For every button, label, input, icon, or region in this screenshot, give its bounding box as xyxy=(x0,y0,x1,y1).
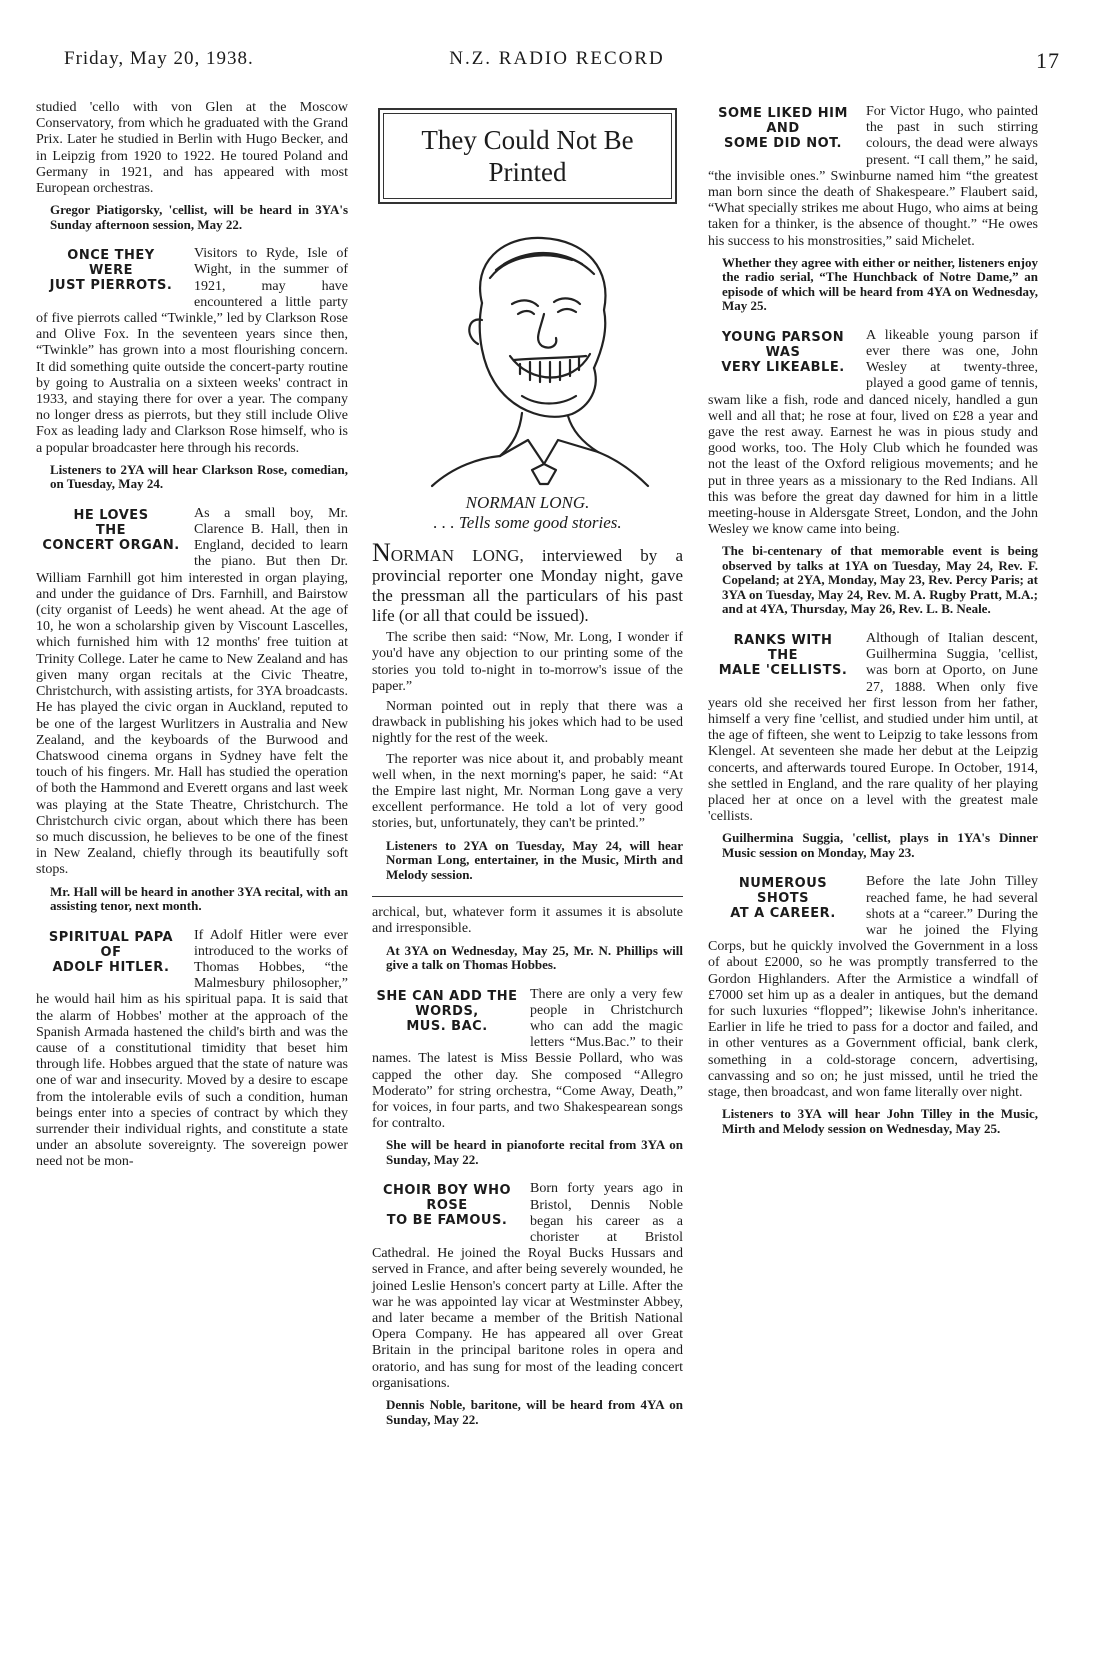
suggia-heading-line: THE xyxy=(767,647,799,663)
musbac-heading-line: WORDS, xyxy=(415,1003,479,1019)
hobbes-note: At 3YA on Wednesday, May 25, Mr. N. Phillips will give a talk on Thomas Hobbes. xyxy=(386,942,683,973)
hugo-heading-line: SOME DID NOT. xyxy=(724,136,842,151)
norman-long-lead xyxy=(372,538,683,626)
hugo-body: For Victor Hugo, who painted the past in such stirring colours, the dead were always present. “I call them,” he said, “the invisible ones.” Swinburne named him “the greatest man born since the death of Shakespeare.” Flaubert said, “What specially strikes me about Hugo, who aims at being taken for a thinker, is the absence of thought.” “He owes his success to his monstrosities,” said Michelet. xyxy=(708,104,1038,249)
tilley-heading xyxy=(708,876,858,921)
parson-note: The bi-centenary of that memorable event is being observed by talks at 1YA on Tuesday, May 24, Rev. F. Copeland; at 2YA, Monday, May 23, Rev. Percy Paris; at 3YA on Tuesday, May 24, Rev. M. A. Rugby Pratt, M.A.; and at 4YA, Thursday, May 26, Rev. L. B. Neale. xyxy=(722,543,1038,617)
drop-initial: N xyxy=(372,538,391,568)
article-organ xyxy=(36,506,348,914)
column-left xyxy=(36,100,348,1175)
caption-name: NORMAN LONG. xyxy=(465,493,590,513)
article-choirboy xyxy=(372,1181,683,1427)
choirboy-body: Born forty years ago in Bristol, Dennis Noble began his career as a chorister at Bristol Cathedral. He joined the Royal Bucks Hussars and served in France, and after being severely wounded, he joined Leslie Henson's concert party at Lille. After the war he was appointed lay vicar at Westminster Abbey, and later became a member of the British National Opera Company. He has appeared all over Great Britain in the principal baritone roles in opera and oratorio, and has sung for most of the leading concert organisations. xyxy=(372,1181,683,1391)
suggia-heading-line: RANKS WITH xyxy=(733,632,833,648)
organ-note: Mr. Hall will be heard in another 3YA recital, with an assisting tenor, next month. xyxy=(50,883,348,914)
pierrots-heading-line: ONCE THEY xyxy=(67,248,155,264)
page-header xyxy=(0,48,1114,88)
parson-heading xyxy=(708,330,858,375)
caricature-caption xyxy=(372,493,683,533)
musbac-note: She will be heard in pianoforte recital from 3YA on Sunday, May 22. xyxy=(386,1137,683,1167)
feature-title-line: They Could Not Be xyxy=(421,125,634,155)
musbac-heading-line: MUS. BAC. xyxy=(406,1018,488,1034)
article-musbac xyxy=(372,987,683,1168)
organ-heading-line: THE xyxy=(95,522,127,538)
page-number: 17 xyxy=(1036,48,1060,73)
norman-long-caricature xyxy=(372,208,683,488)
caption-subline: . . . Tells some good stories. xyxy=(433,513,622,533)
tilley-body: Before the late John Tilley reached fame, he had several shots at a “career.” During the war he joined the Flying Corps, but he quickly involved the Government in a loss of about £2000, so he was promptly transferred to the Gordon Highlanders. After the Armistice a windfall of £7000 set him up as a dealer in antiques, but the demand for such luxuries “flopped”; likewise John's inheritance. Earlier in life he tried to pass for a doctor and failed, and in other ventures as a Government official, bank clerk, something in a cold-storage concern, advertising, canvassing and so on; he just missed, until he tried the stage, then broadcast, and won fame literally over night. xyxy=(708,874,1038,1101)
pierrots-note: Listeners to 2YA will hear Clarkson Rose, comedian, on Tuesday, May 24. xyxy=(50,461,348,492)
parson-heading-line: VERY LIKEABLE. xyxy=(721,359,845,375)
musbac-heading xyxy=(372,989,522,1034)
suggia-heading xyxy=(708,633,858,678)
organ-heading-line: HE LOVES xyxy=(73,507,149,523)
hitler-heading-line: OF xyxy=(100,944,122,960)
choirboy-heading-line: ROSE xyxy=(426,1198,468,1214)
hitler-heading xyxy=(36,930,186,975)
issue-date: Friday, May 20, 1938. xyxy=(64,48,254,69)
organ-body: As a small boy, Mr. Clarence B. Hall, then in England, decided to learn the piano. But then Dr. William Farnhill got him interested in organ playing, and under the guidance of Drs. Farnhill, and Bairstow (city organist of Leeds) he went ahead. At the age of 10, he won a scholarship given by Viscount Lascelles, which furnished him with 12 months' free tuition at Trinity College. Later he came to New Zealand and has given many organ recitals at the Civic Theatre, Christchurch, with assisting artists, for 3YA broadcasts. He has played the civic organ in Auckland, reputed to be one of the largest Wurlitzers in Australia and New Zealand, and the keyboards of the Burwood and Chatswood cinema organs in Sydney have felt the touch of his fingers. Mr. Hall has studied the operation of both the Hammond and Everett organs and last week was playing at the State Theatre, Christchurch. The Christchurch civic organ, about which there has been so much discussion, he believes to be one of the finest in New Zealand, chiefly through its beautifully soft stops. xyxy=(36,505,348,878)
tilley-heading-line: SHOTS xyxy=(756,891,810,907)
hugo-heading-line: SOME LIKED HIM xyxy=(718,106,848,121)
pierrots-heading-line: WERE xyxy=(88,263,134,279)
column-divider xyxy=(372,896,683,897)
pierrots-heading-line: JUST PIERROTS. xyxy=(49,278,173,294)
parson-heading-line: YOUNG PARSON xyxy=(721,329,845,345)
hitler-heading-line: SPIRITUAL PAPA xyxy=(48,929,174,945)
piatigorsky-text: studied 'cello with von Glen at the Moscow Conservatory, from which he graduated with the Grand Prix. Later he studied in Berlin with Hugo Becker, and in Leipzig from 1920 to 1922. He toured Poland and Germany in 1921, and has appeared with most European orchestras. xyxy=(36,100,348,197)
column-right xyxy=(708,100,1038,1150)
choirboy-heading xyxy=(372,1183,522,1228)
musbac-body: There are only a very few people in Christchurch who can add the magic letters “Mus.Bac.” to their names. The latest is Miss Bessie Pollard, who was capped the other day. She composed “Allegro Moderato” for string orchestra, “Come Away, Death,” for voices, in four parts, and two Shakespearean songs for contralto. xyxy=(372,986,683,1132)
hugo-heading xyxy=(708,106,858,151)
article-hitler xyxy=(36,928,348,1171)
publication-title: N.Z. RADIO RECORD xyxy=(449,48,665,69)
choirboy-heading-line: TO BE FAMOUS. xyxy=(386,1213,508,1229)
organ-heading-line: CONCERT ORGAN. xyxy=(42,537,180,553)
norman-long-para: Norman pointed out in reply that there was a drawback in publishing his jokes which had to be used nightly for the rest of the week. xyxy=(372,699,683,747)
choirboy-heading-line: CHOIR BOY WHO xyxy=(382,1183,512,1199)
pierrots-heading xyxy=(36,248,186,293)
organ-heading xyxy=(36,508,186,553)
feature-title-box xyxy=(378,108,677,204)
article-tilley xyxy=(708,874,1038,1136)
article-parson xyxy=(708,328,1038,617)
norman-long-note: Listeners to 2YA on Tuesday, May 24, will hear Norman Long, entertainer, in the Music, Mirth and Melody session. xyxy=(386,837,683,882)
pierrots-body: Visitors to Ryde, Isle of Wight, in the summer of 1921, may have encountered a little party of five pierrots called “Twinkle,” led by Clarkson Rose and Olive Fox. In the seventeen years since then, “Twinkle” has grown into a most flourishing concern. It did something quite outside the concert-party routine by going to Australia on a sixteen weeks' contract in 1933, and staying there for over a year. The company no longer dress as pierrots, but they still include Olive Fox as leading lady and Clarkson Rose himself, who is a popular broadcaster here through his records. xyxy=(36,246,348,456)
tilley-heading-line: AT A CAREER. xyxy=(730,906,836,922)
parson-heading-line: WAS xyxy=(765,344,801,360)
feature-title-line: Printed xyxy=(488,157,567,187)
hitler-body: If Adolf Hitler were ever introduced to the works of Thomas Hobbes, “the Malmesbury philosopher,” he would hail him as his spiritual papa. It is said that the alarm of Hobbes' mother at the approach of the Spanish Armada hastened the child's birth and was the cause of a constitutional timidity that beset him through life. Hobbes argued that the state of nature was one of war and insecurity. Moved by a desire to escape from the intolerable evils of such a condition, human beings enter into a species of contract by which they surrender their individual rights, and constitute a state under an absolute sovereignty. The sovereign power need not be mon- xyxy=(36,927,348,1170)
article-suggia xyxy=(708,631,1038,860)
hugo-heading-line: AND xyxy=(766,121,800,136)
column-center xyxy=(372,100,683,1441)
parson-body: A likeable young parson if ever there was one, John Wesley at twenty-three, played a good game of tennis, swam like a fish, rode and danced nicely, handled a gun well and all that; he rose at four, lived on £28 a year and gave the rest away. Earnest he was in pious study and good works, too. The Holy Club which he founded was not the least of the Oxford religious movements; and he put in three years as a missionary to the Red Indians. All this was before the great day dawned for him in a little meeting-house in Aldersgate Street, London, and the John Wesley we know came into being. xyxy=(708,327,1038,538)
tilley-note: Listeners to 3YA will hear John Tilley in the Music, Mirth and Melody session on Wednesday, May 25. xyxy=(722,1106,1038,1136)
musbac-heading-line: SHE CAN ADD THE xyxy=(376,988,518,1004)
norman-long-para: The scribe then said: “Now, Mr. Long, I wonder if you'd have any objection to our printing some of the stories you told to-night in to-morrow's issue of the paper.” xyxy=(372,630,683,694)
tilley-heading-line: NUMEROUS xyxy=(738,876,828,892)
suggia-body: Although of Italian descent, Guilhermina Suggia, 'cellist, was born at Oporto, on June 27, 1888. When only five years old she received her first lesson from her father, himself a very fine 'cellist, and studied under him until, at the age of fifteen, she went to Leipzig to take lessons from Klengel. At seventeen she made her debut at the Leipzig concerts, and afterwards toured Europe. In October, 1914, she settled in England, and the rare quality of her playing placed her at once on a level with the greatest male 'cellists. xyxy=(708,630,1038,825)
lead-text: ORMAN LONG, interviewed by a provincial reporter one Monday night, gave the pressman all the particulars of his past life (or all that could be issued). xyxy=(372,546,683,626)
piatigorsky-note: Gregor Piatigorsky, 'cellist, will be heard in 3YA's Sunday afternoon session, May 22. xyxy=(50,202,348,232)
norman-long-para: The reporter was nice about it, and probably meant well when, in the next morning's paper, he said: “At the Empire last night, Mr. Norman Long gave a very excellent performance. He told a lot of very good stories, but, unfortunately, they can't be printed.” xyxy=(372,751,683,832)
suggia-note: Guilhermina Suggia, 'cellist, plays in 1YA's Dinner Music session on Monday, May 23. xyxy=(722,830,1038,860)
article-hugo xyxy=(708,104,1038,314)
hobbes-continuation: archical, but, whatever form it assumes it is absolute and irresponsible. xyxy=(372,905,683,937)
hitler-heading-line: ADOLF HITLER. xyxy=(52,959,170,975)
choirboy-note: Dennis Noble, baritone, will be heard from 4YA on Sunday, May 22. xyxy=(386,1397,683,1427)
hugo-note: Whether they agree with either or neither, listeners enjoy the radio serial, “The Hunchback of Notre Dame,” an episode of which will be heard from 4YA on Wednesday, May 25. xyxy=(722,254,1038,314)
article-pierrots xyxy=(36,246,348,492)
suggia-heading-line: MALE 'CELLISTS. xyxy=(718,662,848,678)
